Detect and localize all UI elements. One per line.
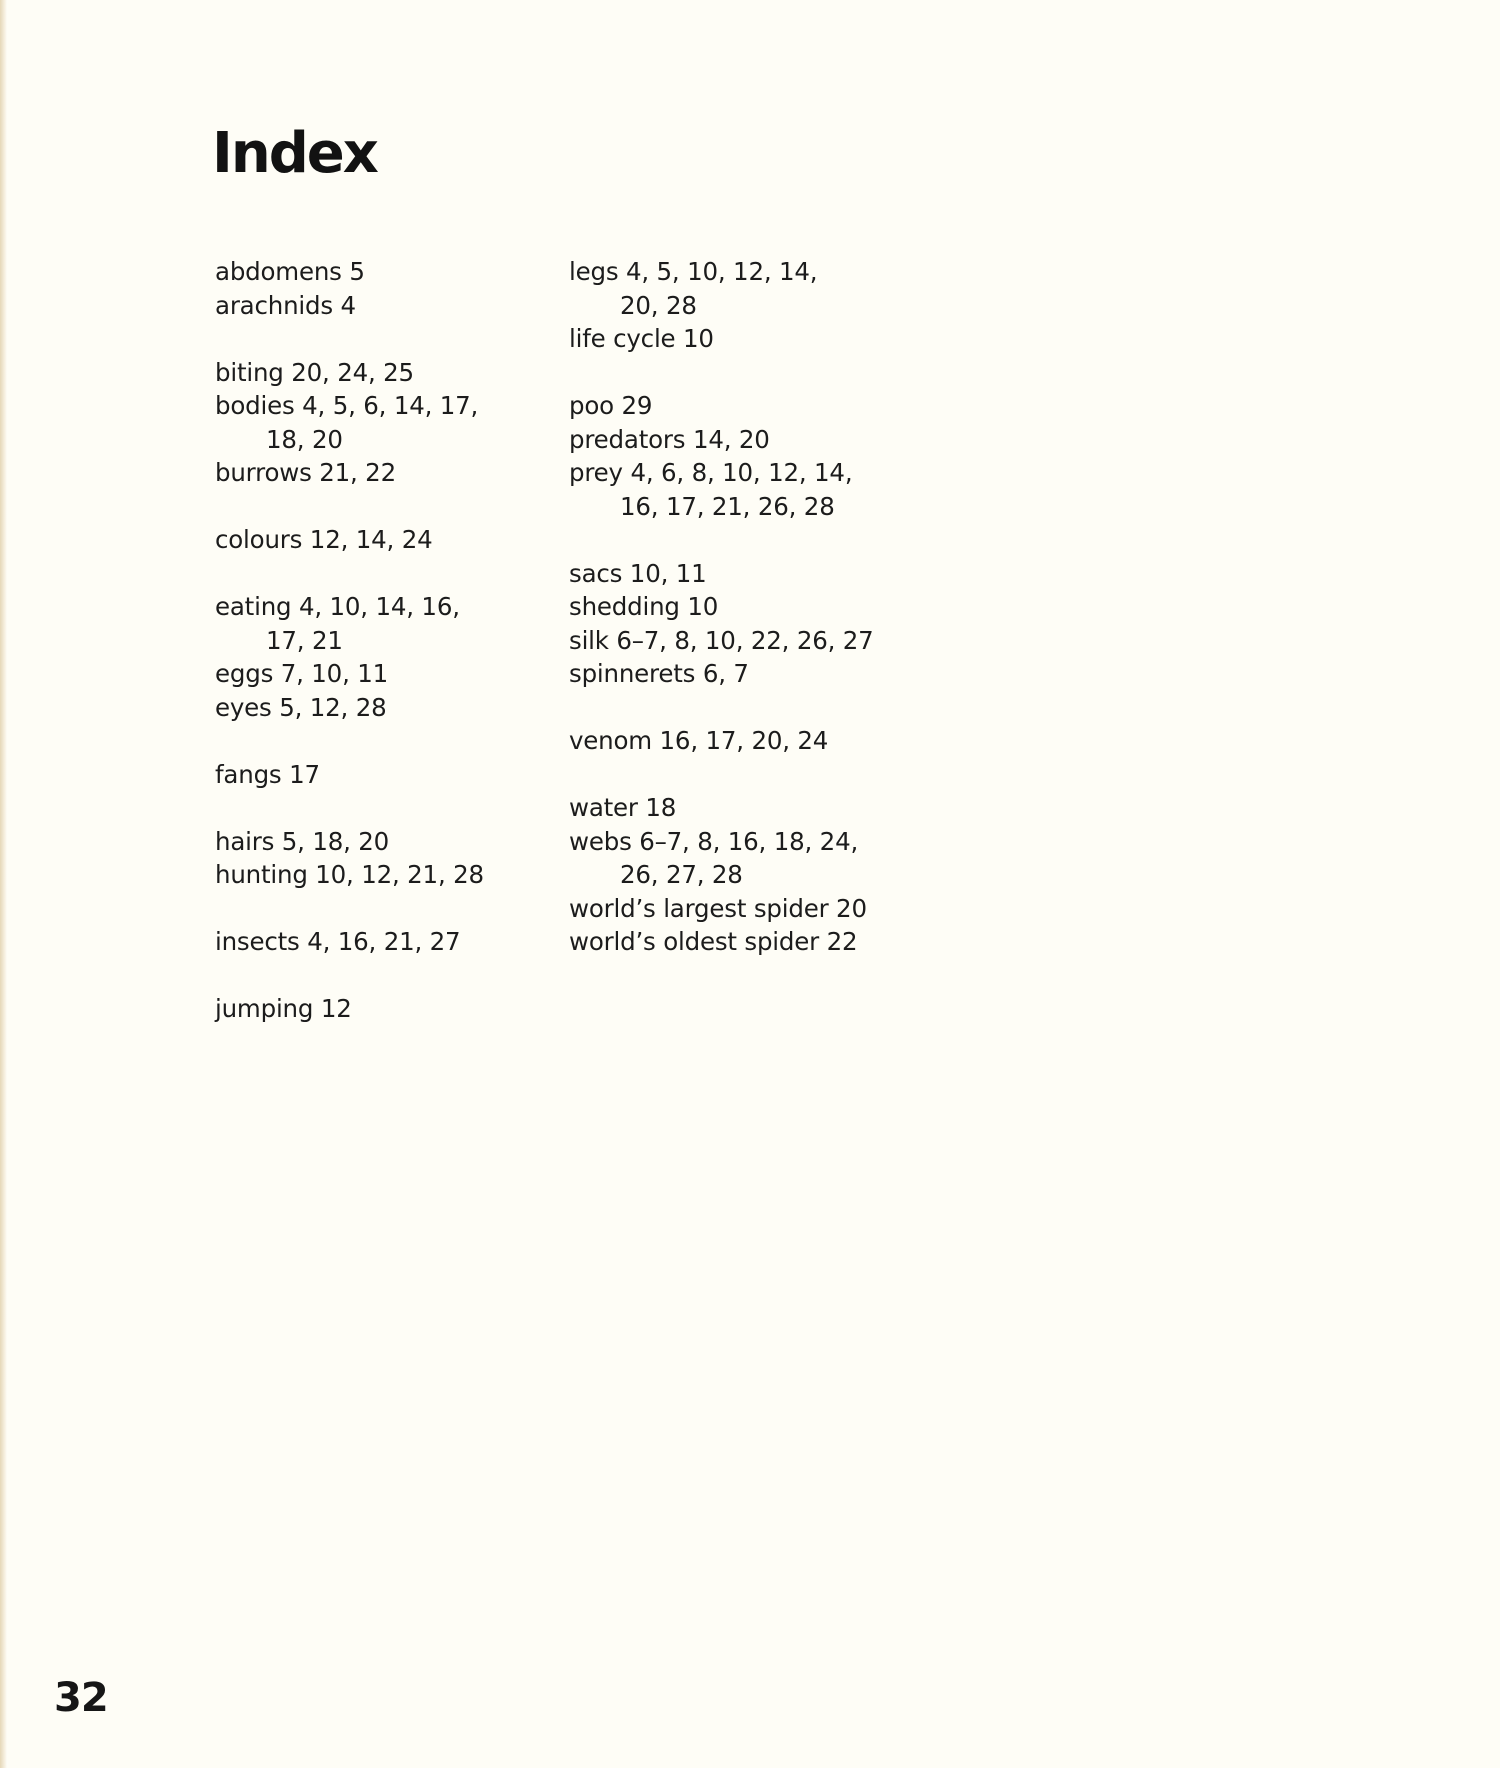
entry-spacer [569, 356, 874, 390]
index-entry: prey 4, 6, 8, 10, 12, 14, [569, 458, 853, 487]
index-entry: abdomens 5 [215, 257, 365, 286]
index-entry: jumping 12 [215, 994, 352, 1023]
entry-spacer [215, 557, 484, 591]
index-entry: shedding 10 [569, 592, 719, 621]
index-entry: venom 16, 17, 20, 24 [569, 726, 829, 755]
index-entry: biting 20, 24, 25 [215, 357, 414, 387]
entry-spacer [569, 523, 874, 557]
entry-spacer [215, 322, 484, 356]
entry-spacer [215, 959, 484, 993]
index-entry: water 18 [569, 793, 677, 822]
index-entry: sacs 10, 11 [569, 558, 707, 588]
index-entry: insects 4, 16, 21, 27 [215, 927, 461, 956]
index-entry-continuation: 20, 28 [620, 290, 697, 320]
index-column-left [215, 255, 484, 1026]
index-column-right [569, 255, 874, 959]
entry-spacer [569, 691, 874, 725]
index-entry-continuation: 16, 17, 21, 26, 28 [620, 491, 835, 521]
index-entry: hairs 5, 18, 20 [215, 826, 390, 856]
index-entry-continuation: 17, 21 [266, 625, 343, 655]
index-entry: poo 29 [569, 391, 653, 420]
page-number: 32 [54, 1675, 108, 1721]
index-entry: predators 14, 20 [569, 424, 770, 454]
index-entry: eyes 5, 12, 28 [215, 692, 387, 722]
index-entry: arachnids 4 [215, 290, 356, 320]
page-title: Index [212, 121, 377, 186]
index-entry-continuation: 26, 27, 28 [620, 860, 743, 889]
index-entry: eggs 7, 10, 11 [215, 659, 389, 688]
entry-spacer [215, 892, 484, 926]
index-entry-continuation: 18, 20 [266, 424, 343, 454]
index-entry: world’s largest spider 20 [569, 893, 867, 923]
index-entry: colours 12, 14, 24 [215, 525, 433, 554]
index-entry: fangs 17 [215, 759, 320, 789]
index-entry: bodies 4, 5, 6, 14, 17, [215, 391, 479, 420]
index-entry: webs 6–7, 8, 16, 18, 24, [569, 826, 859, 856]
index-entry: eating 4, 10, 14, 16, [215, 592, 460, 621]
index-entry: silk 6–7, 8, 10, 22, 26, 27 [569, 625, 874, 655]
index-entry: world’s oldest spider 22 [569, 927, 858, 956]
index-entry: spinnerets 6, 7 [569, 659, 749, 688]
page-edge [0, 0, 7, 1768]
index-entry: burrows 21, 22 [215, 458, 396, 487]
entry-spacer [215, 724, 484, 758]
entry-spacer [215, 490, 484, 524]
index-entry: hunting 10, 12, 21, 28 [215, 860, 484, 889]
index-entry: life cycle 10 [569, 324, 714, 353]
entry-spacer [215, 791, 484, 825]
index-entry: legs 4, 5, 10, 12, 14, [569, 257, 818, 286]
entry-spacer [569, 758, 874, 792]
